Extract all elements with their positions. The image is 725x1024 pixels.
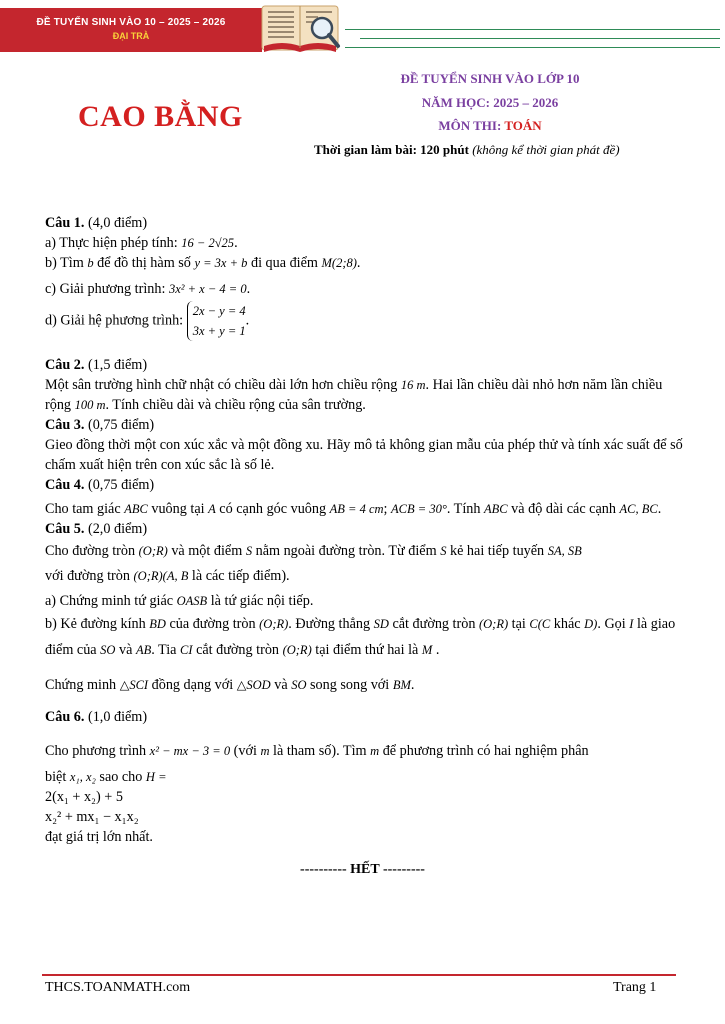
q6-t3: là tham số). Tìm [273, 743, 367, 759]
q2-points: (1,5 điểm) [87, 357, 148, 373]
q5-p5: . [410, 677, 415, 693]
q5-c: C(C [529, 617, 551, 631]
q1-c: c) Giải phương trình: 3x² + x − 4 = 0. [45, 281, 251, 297]
q1-d: d) Giải hệ phương trình: 2x − y = 4 3x + y = 1. [45, 301, 685, 341]
footer-site: THCS.TOANMATH.com [45, 980, 191, 995]
q5-line2 [45, 563, 685, 589]
q2-text1: Một sân trường hình chữ nhật có chiều dài lớn hơn chiều rộng [45, 377, 398, 393]
q6-t4: để phương trình có hai nghiệm phân [382, 743, 589, 759]
q1-points: (4,0 điểm) [87, 215, 148, 231]
q1-b-text1: b) Tìm [45, 255, 84, 271]
q5-l2a: với đường tròn [45, 568, 130, 584]
q5-l1d: kẻ hai tiếp tuyến [449, 543, 545, 559]
q1-c-text: c) Giải phương trình: [45, 281, 166, 297]
q5-b9: và [118, 642, 133, 658]
q5-ab: AB [135, 643, 152, 657]
q6-denominator: x₂² + mx₁ − x₁x₂ [45, 809, 139, 825]
q5-b13: . [435, 642, 440, 658]
q2-text3: . Tính chiều dài và chiều rộng của sân trường. [105, 397, 366, 413]
q4-sides: AC, BC [619, 502, 658, 516]
q5-circle: (O;R) [138, 544, 168, 558]
exam-title: ĐỀ TUYỂN SINH VÀO LỚP 10 [400, 71, 580, 86]
q6-eq: x² − mx − 3 = 0 [149, 744, 231, 758]
q5-l1b: và một điểm [171, 543, 243, 559]
q6-roots: x₁, x₂ [69, 770, 96, 784]
q4-a: A [208, 502, 216, 516]
q5-ci: CI [180, 643, 193, 657]
time-limit [314, 142, 620, 158]
q5-points: (2,0 điểm) [87, 521, 148, 537]
q5-m: M [421, 643, 433, 657]
q3-title: Câu 3. [45, 417, 85, 433]
q1-d-eq1: 2x − y = 4 [192, 304, 246, 318]
q2-body [45, 375, 685, 415]
q2-heading [45, 355, 685, 375]
q1-b-var: b [87, 256, 94, 270]
q5-p4: song song với [310, 677, 390, 693]
subject-name: TOÁN [504, 118, 542, 133]
header-ribbon [0, 8, 262, 52]
q6-t5: biệt [45, 769, 67, 785]
q5-heading [45, 519, 685, 539]
q3-heading [45, 415, 685, 435]
q6-m: m [260, 744, 270, 758]
q1-a-math: 16 − 2√25 [181, 236, 235, 250]
q5-b2: của đường tròn [169, 616, 256, 632]
q5-line1 [45, 539, 685, 563]
q4-t3: có cạnh góc vuông [219, 501, 327, 517]
q5-a-text2: là tứ giác nội tiếp. [210, 593, 314, 609]
q5-p2: đồng dạng với [151, 677, 234, 693]
q4-title: Câu 4. [45, 477, 85, 493]
province-name: CAO BẰNG [78, 100, 243, 133]
q6-t7: đạt giá trị lớn nhất. [45, 829, 153, 845]
q4-t6: và độ dài các cạnh [511, 501, 616, 517]
q3-points: (0,75 điểm) [87, 417, 155, 433]
q5-so: SO [100, 643, 116, 657]
q5-a [45, 591, 685, 611]
subject-line [300, 118, 680, 134]
q5-i: I [629, 617, 634, 631]
q5-b4: cắt đường tròn [392, 616, 476, 632]
header-rule-2 [360, 38, 720, 39]
q5-p1: Chứng minh [45, 677, 117, 693]
school-year: NĂM HỌC: 2025 – 2026 [421, 95, 559, 110]
q1-heading [45, 213, 685, 233]
end-marker: ---------- HẾT --------- [300, 862, 425, 877]
q1-title: Câu 1. [45, 215, 85, 231]
q1-b-text3: đi qua điểm [250, 255, 318, 271]
header-rule-1 [345, 29, 720, 30]
q1-d-eq2: 3x + y = 1 [192, 324, 246, 338]
q2-text2: . Hai lần chiều dài nhỏ hơn năm lần chiều rộng [45, 377, 663, 413]
q5-b [45, 611, 685, 663]
q5-b7: . Gọi [597, 616, 626, 632]
q6-t2: (với [233, 743, 257, 759]
q5-b6: khác [553, 616, 581, 632]
q5-sci: △SCI [119, 678, 149, 692]
q5-b5: tại [511, 616, 526, 632]
q4-t5: . Tính [446, 501, 481, 517]
q5-s2: S [440, 544, 447, 558]
q4-t2: vuông tại [151, 501, 205, 517]
q5-title: Câu 5. [45, 521, 85, 537]
q5-b8: là giao điểm của [45, 616, 676, 658]
footer-page: Trang 1 [613, 980, 657, 995]
q5-sd: SD [373, 617, 389, 631]
q5-bd: BD [149, 617, 166, 631]
q6-heading [45, 707, 685, 727]
q3-body: Gieo đồng thời một con xúc xắc và một đồng xu. Hãy mô tả không gian mẫu của phép thử và tính xác suất để số chấm xuất hiện trên con xúc sắc là số lẻ. [45, 437, 683, 473]
q5-d: D) [584, 617, 598, 631]
q6-numerator: 2(x₁ + x₂) + 5 [45, 789, 123, 805]
q1-b: b) Tìm b để đồ thị hàm số y = 3x + b đi qua điểm M(2;8). [45, 255, 361, 271]
q1-b-point: M(2;8) [321, 256, 357, 270]
time-note: (không kể thời gian phát đề) [472, 142, 620, 157]
q6-points: (1,0 điểm) [87, 709, 148, 725]
q6-line1 [45, 741, 685, 761]
q4-abc-angle: ABC [484, 502, 508, 516]
q4-t7: . [657, 501, 662, 517]
q5-l1c: nằm ngoài đường tròn. Từ điểm [255, 543, 437, 559]
ribbon-subtitle: ĐẠI TRÀ [112, 31, 150, 41]
q6-t1: Cho phương trình [45, 743, 147, 759]
q1-a: a) Thực hiện phép tính: 16 − 2√25. [45, 235, 238, 251]
q1-b-text2: để đồ thị hàm số [97, 255, 191, 271]
q5-prove [45, 675, 685, 695]
q2-val2: 100 m [74, 398, 106, 412]
q5-b10: . Tia [151, 642, 177, 658]
q5-p3: và [274, 677, 288, 693]
q4-ab: AB = 4 cm [329, 502, 384, 516]
q4-acb: ACB = 30° [391, 502, 447, 516]
time-label: Thời gian làm bài: 120 phút [314, 142, 469, 157]
q6-title: Câu 6. [45, 709, 85, 725]
q4-t4: ; [383, 501, 388, 517]
q5-sod: △SOD [236, 678, 271, 692]
q5-b1: b) Kẻ đường kính [45, 616, 146, 632]
q6-h: H = [145, 770, 167, 784]
q4-body [45, 499, 685, 519]
q5-oasb: OASB [176, 594, 208, 608]
q4-heading [45, 475, 685, 495]
q1-b-func: y = 3x + b [194, 256, 248, 270]
header-rule-3 [345, 47, 720, 48]
q1-d-system [187, 301, 246, 341]
q5-l1a: Cho đường tròn [45, 543, 136, 559]
q2-val1: 16 m [400, 378, 426, 392]
q6-t6: sao cho [99, 769, 143, 785]
q5-circle3: (O;R) [259, 617, 289, 631]
q5-l2b: (A, B [162, 569, 189, 583]
q1-c-math: 3x² + x − 4 = 0 [168, 282, 247, 296]
q5-circle2: (O;R) [133, 569, 163, 583]
q5-so2: SO [291, 678, 307, 692]
q4-abc: ABC [124, 502, 148, 516]
q5-b3: . Đường thẳng [288, 616, 371, 632]
q5-a-text: a) Chứng minh tứ giác [45, 593, 174, 609]
q5-b11: cắt đường tròn [196, 642, 280, 658]
q5-s: S [245, 544, 253, 558]
q4-t1: Cho tam giác [45, 501, 121, 517]
ribbon-title: ĐỀ TUYỂN SINH VÀO 10 – 2025 – 2026 [36, 17, 226, 28]
q1-d-text: d) Giải hệ phương trình: [45, 312, 184, 329]
q5-circle5: (O;R) [282, 643, 312, 657]
q5-l2c: là các tiếp điểm). [191, 568, 290, 584]
q2-title: Câu 2. [45, 357, 85, 373]
q5-b12: tại điểm thứ hai là [315, 642, 419, 658]
q4-points: (0,75 điểm) [87, 477, 155, 493]
open-book-magnifier-icon [258, 0, 342, 58]
q5-sasb: SA, SB [547, 544, 582, 558]
q5-circle4: (O;R) [478, 617, 509, 631]
exam-content [45, 213, 685, 861]
q6-m2: m [370, 744, 380, 758]
q5-bm: BM [392, 678, 411, 692]
subject-prefix: MÔN THI: [438, 118, 505, 133]
footer-rule [42, 974, 676, 976]
q6-line2 [45, 767, 685, 787]
q1-a-text: a) Thực hiện phép tính: [45, 235, 178, 251]
